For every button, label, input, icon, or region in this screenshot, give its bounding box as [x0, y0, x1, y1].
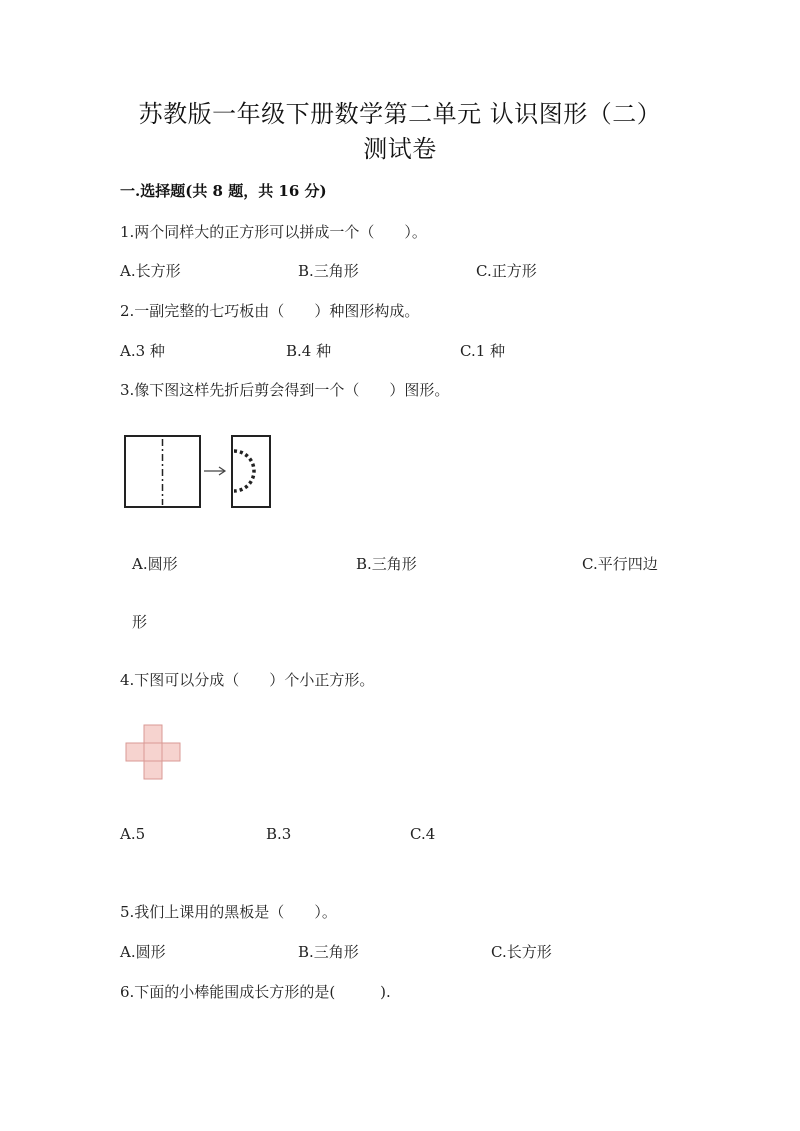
- section-heading: 一.选择题(共 8 题，共 16 分): [120, 182, 327, 200]
- cross-square-top: [144, 725, 162, 743]
- question-6-stem: 6.下面的小棒能围成长方形的是( ).: [120, 983, 391, 1001]
- question-1-option-a[interactable]: A.长方形: [120, 262, 181, 280]
- fold-cut-figure: [124, 435, 274, 510]
- page-subtitle: 测试卷: [363, 135, 437, 163]
- question-3-option-b[interactable]: B.三角形: [356, 555, 417, 573]
- cross-square-left: [126, 743, 144, 761]
- question-5-option-c[interactable]: C.长方形: [491, 943, 552, 961]
- question-3-option-c-wrap: 形: [132, 613, 148, 631]
- question-4-stem: 4.下图可以分成（ ）个小正方形。: [120, 671, 375, 689]
- question-2-option-c[interactable]: C.1 种: [460, 342, 506, 360]
- question-3-option-c[interactable]: C.平行四边: [582, 555, 658, 573]
- question-3-stem: 3.像下图这样先折后剪会得到一个（ ）图形。: [120, 381, 450, 399]
- question-2-option-b[interactable]: B.4 种: [286, 342, 332, 360]
- question-4-option-c[interactable]: C.4: [410, 825, 436, 843]
- question-1-stem: 1.两个同样大的正方形可以拼成一个（ ）。: [120, 223, 427, 241]
- page-title: 苏教版一年级下册数学第二单元 认识图形（二）: [138, 100, 662, 128]
- question-2-stem: 2.一副完整的七巧板由（ ）种图形构成。: [120, 302, 420, 320]
- question-5-option-b[interactable]: B.三角形: [298, 943, 359, 961]
- question-3-option-a[interactable]: A.圆形: [132, 555, 178, 573]
- question-5-stem: 5.我们上课用的黑板是（ ）。: [120, 903, 337, 921]
- cross-square-bottom: [144, 761, 162, 779]
- question-4-option-b[interactable]: B.3: [266, 825, 292, 843]
- question-1-option-c[interactable]: C.正方形: [476, 262, 537, 280]
- question-2-option-a[interactable]: A.3 种: [120, 342, 165, 360]
- question-1-option-b[interactable]: B.三角形: [298, 262, 359, 280]
- cut-line-semicircle: [234, 451, 254, 491]
- cross-square-center: [144, 743, 162, 761]
- folded-paper-shape: [232, 436, 270, 507]
- cross-square-right: [162, 743, 180, 761]
- question-5-option-a[interactable]: A.圆形: [120, 943, 166, 961]
- cross-figure: [125, 724, 181, 780]
- question-4-option-a[interactable]: A.5: [120, 825, 146, 843]
